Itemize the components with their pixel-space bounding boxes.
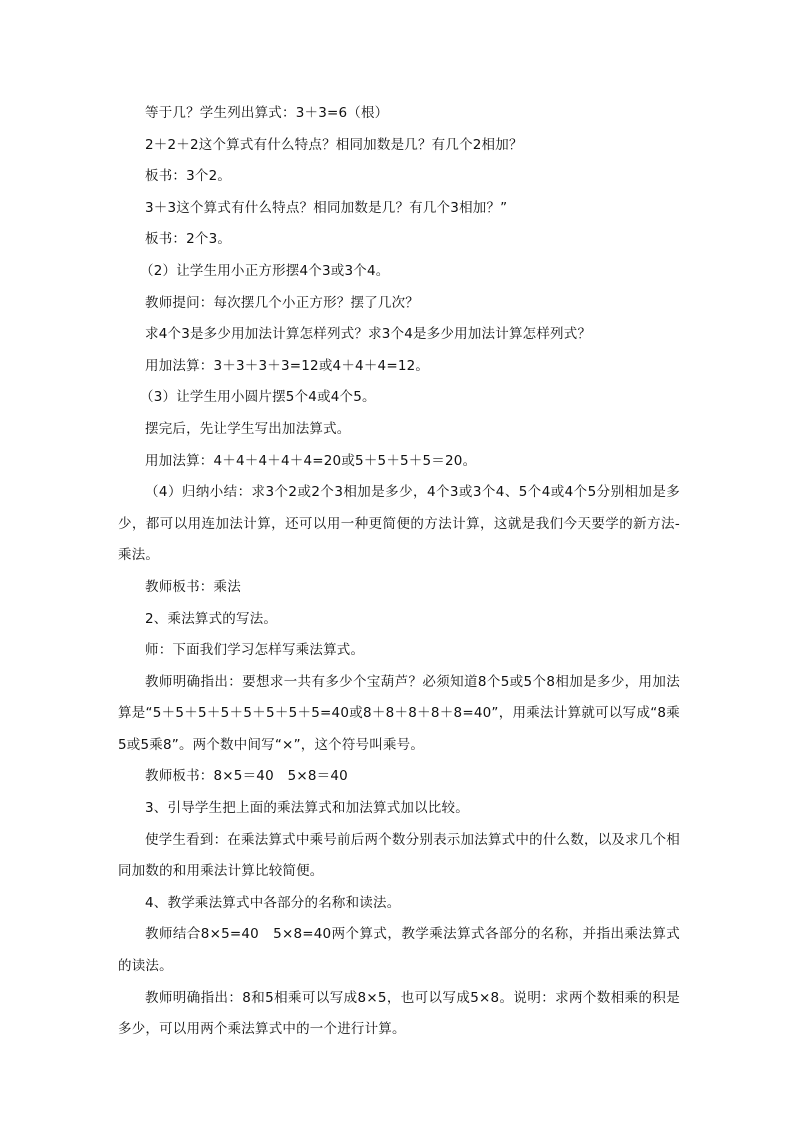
paragraph: 3＋3这个算式有什么特点？相同加数是几？有几个3相加？” [145, 199, 508, 216]
paragraph: 教师结合8×5=40 5×8=40两个算式，教学乘法算式各部分的名称，并指出乘法算式的读法。 [118, 926, 680, 975]
paragraph: 板书：2个3。 [145, 231, 232, 248]
paragraph: 教师明确指出：8和5相乘可以写成8×5，也可以写成5×8。说明：求两个数相乘的积是多少，可以用两个乘法算式中的一个进行计算。 [118, 989, 680, 1038]
paragraph: 用加法算：4＋4＋4＋4＋4=20或5＋5＋5＋5＝20。 [145, 452, 477, 469]
paragraph: 4、教学乘法算式中各部分的名称和读法。 [145, 894, 401, 911]
paragraph: 师：下面我们学习怎样写乘法算式。 [145, 642, 365, 659]
paragraph: （4）归纳小结：求3个2或2个3相加是多少，4个3或3个4、5个4或4个5分别相加是多少，都可以用连加法计算，还可以用一种更简便的方法计算，这就是我们今天要学的新方法-乘法。 [118, 484, 680, 564]
paragraph: 2＋2＋2这个算式有什么特点？相同加数是几？有几个2相加？ [145, 136, 523, 153]
paragraph: 2、乘法算式的写法。 [145, 610, 278, 627]
paragraph: 教师板书：8×5＝40 5×8＝40 [145, 768, 348, 785]
paragraph: （2）让学生用小正方形摆4个3或3个4。 [140, 262, 390, 279]
paragraph: 3、引导学生把上面的乘法算式和加法算式加以比较。 [145, 800, 469, 817]
paragraph: 板书：3个2。 [145, 168, 232, 185]
document-body [118, 98, 680, 1046]
paragraph: 教师板书：乘法 [145, 578, 241, 595]
paragraph: 教师明确指出：要想求一共有多少个宝葫芦？必须知道8个5或5个8相加是多少，用加法算是“5＋5＋5＋5＋5＋5＋5＋5=40或8＋8＋8＋8＋8=40”，用乘法计算就可以写成“8乘5或5乘8”。两个数中间写“×”，这个符号叫乘号。 [118, 673, 680, 753]
paragraph: 等于几？学生列出算式：3＋3=6（根） [145, 105, 389, 121]
paragraph: 求4个3是多少用加法计算怎样列式？求3个4是多少用加法计算怎样列式？ [145, 326, 592, 343]
paragraph: 用加法算：3＋3＋3＋3=12或4＋4＋4=12。 [145, 357, 430, 374]
paragraph: （3）让学生用小圆片摆5个4或4个5。 [140, 389, 376, 406]
paragraph: 使学生看到：在乘法算式中乘号前后两个数分别表示加法算式中的什么数，以及求几个相同加数的和用乘法计算比较简便。 [118, 831, 680, 880]
paragraph: 教师提问：每次摆几个小正方形？摆了几次？ [145, 294, 419, 311]
paragraph: 摆完后，先让学生写出加法算式。 [145, 420, 351, 437]
